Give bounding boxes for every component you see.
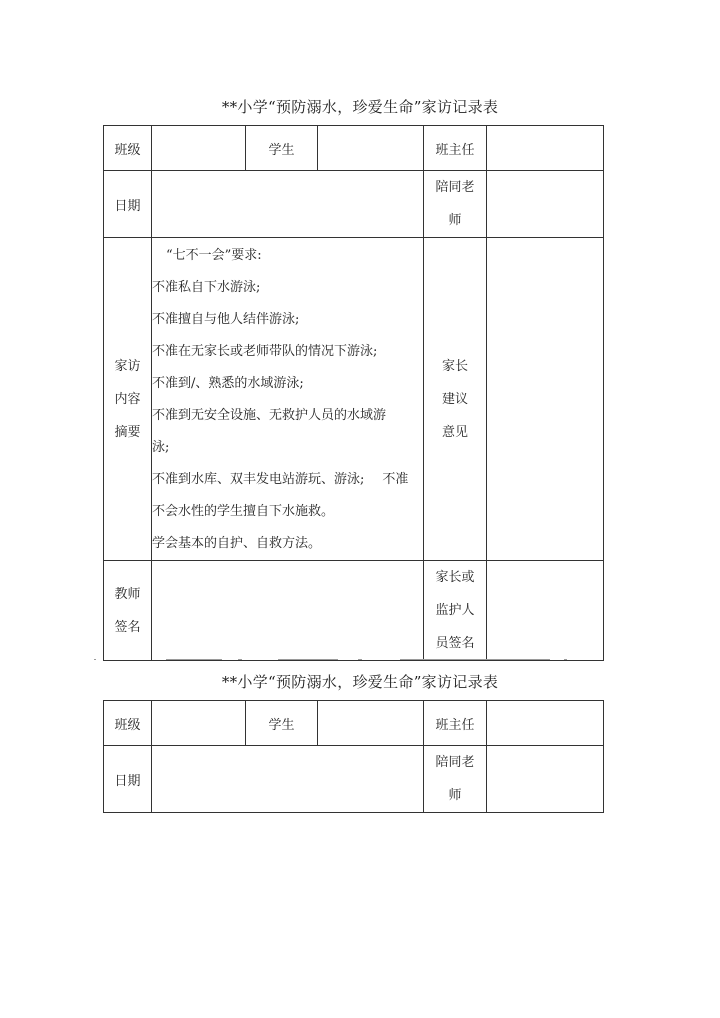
guardian-signature-label-line: 家长或 <box>435 570 475 585</box>
content-line: 不准私自下水游泳; <box>152 280 261 295</box>
guardian-signature-cell[interactable] <box>487 561 604 661</box>
visit-summary-label-line: 家访 <box>114 358 141 374</box>
guardian-signature-label <box>424 561 487 661</box>
date-value-cell[interactable] <box>152 746 424 813</box>
teacher-signature-label-line: 签名 <box>114 619 141 635</box>
student-label: 学生 <box>246 126 318 171</box>
visit-summary-content <box>152 238 424 561</box>
content-line: 泳; <box>152 440 170 455</box>
parent-advice-label-line: 意见 <box>441 424 468 440</box>
accompany-teacher-label-line: 师 <box>448 213 462 228</box>
content-line: “七不一会”要求: <box>166 248 262 263</box>
content-line <box>152 464 423 496</box>
class-label: 班级 <box>104 701 152 746</box>
student-value-cell[interactable] <box>318 126 424 171</box>
date-label: 日期 <box>104 746 152 813</box>
form-title: **小学“预防溺水，珍爱生命”家访记录表 <box>221 98 499 116</box>
date-label: 日期 <box>104 171 152 238</box>
content-line: 不准到无安全设施、无救护人员的水域游 <box>152 408 387 423</box>
head-teacher-value-cell[interactable] <box>487 126 604 171</box>
class-label: 班级 <box>104 126 152 171</box>
visit-summary-label-line: 摘要 <box>114 424 141 440</box>
page-separator <box>70 659 650 660</box>
content-line: 学会基本的自护、自救方法。 <box>152 536 322 551</box>
content-line: 不会水性的学生擅自下水施救。 <box>152 504 335 519</box>
guardian-signature-label-line: 监护人 <box>435 603 475 618</box>
home-visit-record-table <box>103 125 604 661</box>
head-teacher-label: 班主任 <box>424 126 487 171</box>
parent-advice-value-cell[interactable] <box>487 238 604 561</box>
accompany-teacher-label-line: 师 <box>448 788 462 803</box>
date-value-cell[interactable] <box>152 171 424 238</box>
teacher-signature-cell[interactable] <box>152 561 424 661</box>
student-value-cell[interactable] <box>318 701 424 746</box>
head-teacher-label: 班主任 <box>424 701 487 746</box>
accompany-teacher-label <box>424 746 487 813</box>
content-line-tail: 不准 <box>382 472 409 487</box>
parent-advice-label-line: 家长 <box>441 358 468 374</box>
class-value-cell[interactable] <box>152 701 246 746</box>
teacher-signature-label-line: 教师 <box>114 586 141 602</box>
content-line: 不准在无家长或老师带队的情况下游泳; <box>152 344 378 359</box>
student-label: 学生 <box>246 701 318 746</box>
form-title: **小学“预防溺水，珍爱生命”家访记录表 <box>221 673 499 691</box>
accompany-teacher-value-cell[interactable] <box>487 746 604 813</box>
head-teacher-value-cell[interactable] <box>487 701 604 746</box>
visit-summary-label <box>104 238 152 561</box>
accompany-teacher-label <box>424 171 487 238</box>
parent-advice-label <box>424 238 487 561</box>
accompany-teacher-label-line: 陪同老 <box>435 755 475 770</box>
content-line: 不准擅自与他人结伴游泳; <box>152 312 300 327</box>
content-line-text: 不准到水库、双丰发电站游玩、游泳; <box>152 472 365 487</box>
home-visit-record-table <box>103 700 604 813</box>
visit-summary-label-line: 内容 <box>114 391 141 407</box>
guardian-signature-label-line: 员签名 <box>435 636 475 651</box>
accompany-teacher-label-line: 陪同老 <box>435 180 475 195</box>
content-line: 不准到/、熟悉的水域游泳; <box>152 376 304 391</box>
accompany-teacher-value-cell[interactable] <box>487 171 604 238</box>
class-value-cell[interactable] <box>152 126 246 171</box>
teacher-signature-label <box>104 561 152 661</box>
parent-advice-label-line: 建议 <box>441 391 468 407</box>
